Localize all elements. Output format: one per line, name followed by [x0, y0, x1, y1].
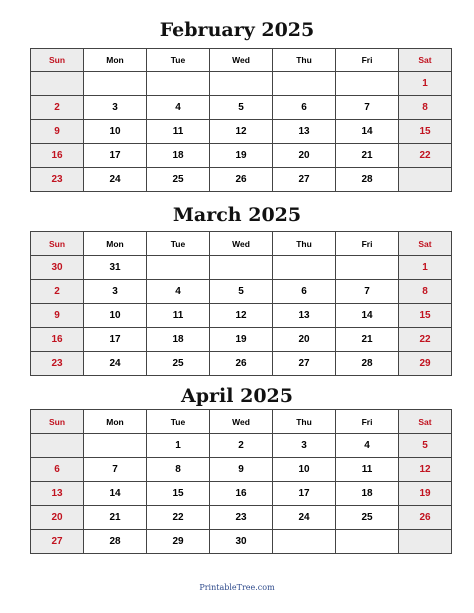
day-cell: 13 — [273, 304, 336, 328]
day-cell: 16 — [31, 328, 84, 352]
day-cell: 20 — [273, 144, 336, 168]
week-row — [31, 280, 452, 304]
day-cell: 11 — [336, 458, 399, 482]
day-cell: 17 — [84, 144, 147, 168]
day-cell: 27 — [273, 352, 336, 376]
day-cell: 6 — [273, 280, 336, 304]
day-cell: 1 — [399, 256, 452, 280]
day-cell: 19 — [210, 144, 273, 168]
day-cell: 8 — [147, 458, 210, 482]
day-cell: 26 — [399, 506, 452, 530]
day-cell: 24 — [273, 506, 336, 530]
day-cell: 29 — [399, 352, 452, 376]
day-cell: 8 — [399, 96, 452, 120]
weekday-header: Fri — [336, 410, 399, 434]
week-row — [31, 328, 452, 352]
day-cell: 18 — [336, 482, 399, 506]
empty-day-cell — [336, 256, 399, 280]
day-cell: 16 — [31, 144, 84, 168]
empty-day-cell — [147, 256, 210, 280]
day-cell: 15 — [399, 120, 452, 144]
empty-day-cell — [399, 168, 452, 192]
weekday-header-row — [31, 232, 452, 256]
empty-day-cell — [210, 72, 273, 96]
day-cell: 10 — [84, 304, 147, 328]
empty-day-cell — [399, 530, 452, 554]
day-cell: 28 — [84, 530, 147, 554]
weekday-header: Thu — [273, 49, 336, 72]
day-cell: 4 — [147, 280, 210, 304]
day-cell: 22 — [399, 144, 452, 168]
day-cell: 21 — [84, 506, 147, 530]
day-cell: 25 — [147, 352, 210, 376]
empty-day-cell — [31, 72, 84, 96]
day-cell: 3 — [84, 280, 147, 304]
weekday-header: Tue — [147, 232, 210, 256]
week-row — [31, 458, 452, 482]
week-row — [31, 120, 452, 144]
weekday-header: Tue — [147, 410, 210, 434]
day-cell: 9 — [210, 458, 273, 482]
day-cell: 17 — [84, 328, 147, 352]
week-row — [31, 530, 452, 554]
day-cell: 20 — [273, 328, 336, 352]
month-grid — [30, 48, 452, 192]
day-cell: 29 — [147, 530, 210, 554]
month-title: February 2025 — [159, 19, 315, 41]
weekday-header: Fri — [336, 49, 399, 72]
day-cell: 27 — [273, 168, 336, 192]
day-cell: 19 — [399, 482, 452, 506]
weekday-header: Sun — [31, 232, 84, 256]
day-cell: 23 — [31, 168, 84, 192]
day-cell: 9 — [31, 304, 84, 328]
week-row — [31, 256, 452, 280]
weekday-header: Fri — [336, 232, 399, 256]
day-cell: 3 — [84, 96, 147, 120]
day-cell: 24 — [84, 352, 147, 376]
day-cell: 26 — [210, 352, 273, 376]
day-cell: 25 — [147, 168, 210, 192]
day-cell: 22 — [147, 506, 210, 530]
day-cell: 12 — [210, 120, 273, 144]
weekday-header: Sat — [399, 49, 452, 72]
day-cell: 10 — [84, 120, 147, 144]
day-cell: 5 — [399, 434, 452, 458]
week-row — [31, 144, 452, 168]
day-cell: 17 — [273, 482, 336, 506]
empty-day-cell — [273, 530, 336, 554]
day-cell: 23 — [210, 506, 273, 530]
day-cell: 28 — [336, 168, 399, 192]
week-row — [31, 482, 452, 506]
weekday-header: Thu — [273, 232, 336, 256]
day-cell: 15 — [147, 482, 210, 506]
weekday-header: Mon — [84, 410, 147, 434]
day-cell: 14 — [84, 482, 147, 506]
month-grid — [30, 231, 452, 376]
weekday-header: Tue — [147, 49, 210, 72]
day-cell: 18 — [147, 144, 210, 168]
day-cell: 21 — [336, 328, 399, 352]
day-cell: 14 — [336, 304, 399, 328]
day-cell: 25 — [336, 506, 399, 530]
day-cell: 20 — [31, 506, 84, 530]
day-cell: 2 — [31, 96, 84, 120]
day-cell: 1 — [399, 72, 452, 96]
day-cell: 9 — [31, 120, 84, 144]
empty-day-cell — [273, 72, 336, 96]
day-cell: 7 — [84, 458, 147, 482]
empty-day-cell — [31, 434, 84, 458]
day-cell: 30 — [31, 256, 84, 280]
empty-day-cell — [210, 256, 273, 280]
weekday-header: Wed — [210, 232, 273, 256]
weekday-header: Thu — [273, 410, 336, 434]
weekday-header-row — [31, 49, 452, 72]
day-cell: 14 — [336, 120, 399, 144]
month-title: April 2025 — [181, 385, 293, 407]
weekday-header: Wed — [210, 49, 273, 72]
day-cell: 22 — [399, 328, 452, 352]
week-row — [31, 434, 452, 458]
day-cell: 4 — [147, 96, 210, 120]
weekday-header: Sat — [399, 232, 452, 256]
month-grid — [30, 409, 452, 554]
day-cell: 21 — [336, 144, 399, 168]
day-cell: 24 — [84, 168, 147, 192]
month-title: March 2025 — [172, 204, 302, 226]
day-cell: 2 — [210, 434, 273, 458]
day-cell: 8 — [399, 280, 452, 304]
weekday-header: Sat — [399, 410, 452, 434]
weekday-header: Sun — [31, 410, 84, 434]
empty-day-cell — [336, 72, 399, 96]
day-cell: 6 — [273, 96, 336, 120]
week-row — [31, 506, 452, 530]
week-row — [31, 96, 452, 120]
day-cell: 16 — [210, 482, 273, 506]
day-cell: 15 — [399, 304, 452, 328]
day-cell: 26 — [210, 168, 273, 192]
day-cell: 31 — [84, 256, 147, 280]
week-row — [31, 72, 452, 96]
day-cell: 5 — [210, 96, 273, 120]
day-cell: 12 — [210, 304, 273, 328]
weekday-header: Mon — [84, 232, 147, 256]
day-cell: 19 — [210, 328, 273, 352]
day-cell: 27 — [31, 530, 84, 554]
day-cell: 11 — [147, 304, 210, 328]
day-cell: 7 — [336, 280, 399, 304]
day-cell: 10 — [273, 458, 336, 482]
day-cell: 2 — [31, 280, 84, 304]
weekday-header-row — [31, 410, 452, 434]
day-cell: 7 — [336, 96, 399, 120]
empty-day-cell — [84, 434, 147, 458]
day-cell: 5 — [210, 280, 273, 304]
weekday-header: Mon — [84, 49, 147, 72]
day-cell: 4 — [336, 434, 399, 458]
week-row — [31, 304, 452, 328]
empty-day-cell — [336, 530, 399, 554]
day-cell: 18 — [147, 328, 210, 352]
day-cell: 11 — [147, 120, 210, 144]
day-cell: 13 — [31, 482, 84, 506]
week-row — [31, 168, 452, 192]
empty-day-cell — [84, 72, 147, 96]
empty-day-cell — [147, 72, 210, 96]
day-cell: 30 — [210, 530, 273, 554]
weekday-header: Sun — [31, 49, 84, 72]
day-cell: 3 — [273, 434, 336, 458]
day-cell: 23 — [31, 352, 84, 376]
week-row — [31, 352, 452, 376]
weekday-header: Wed — [210, 410, 273, 434]
empty-day-cell — [273, 256, 336, 280]
day-cell: 12 — [399, 458, 452, 482]
day-cell: 1 — [147, 434, 210, 458]
footer-link[interactable]: PrintableTree.com — [199, 583, 275, 592]
day-cell: 13 — [273, 120, 336, 144]
day-cell: 6 — [31, 458, 84, 482]
day-cell: 28 — [336, 352, 399, 376]
